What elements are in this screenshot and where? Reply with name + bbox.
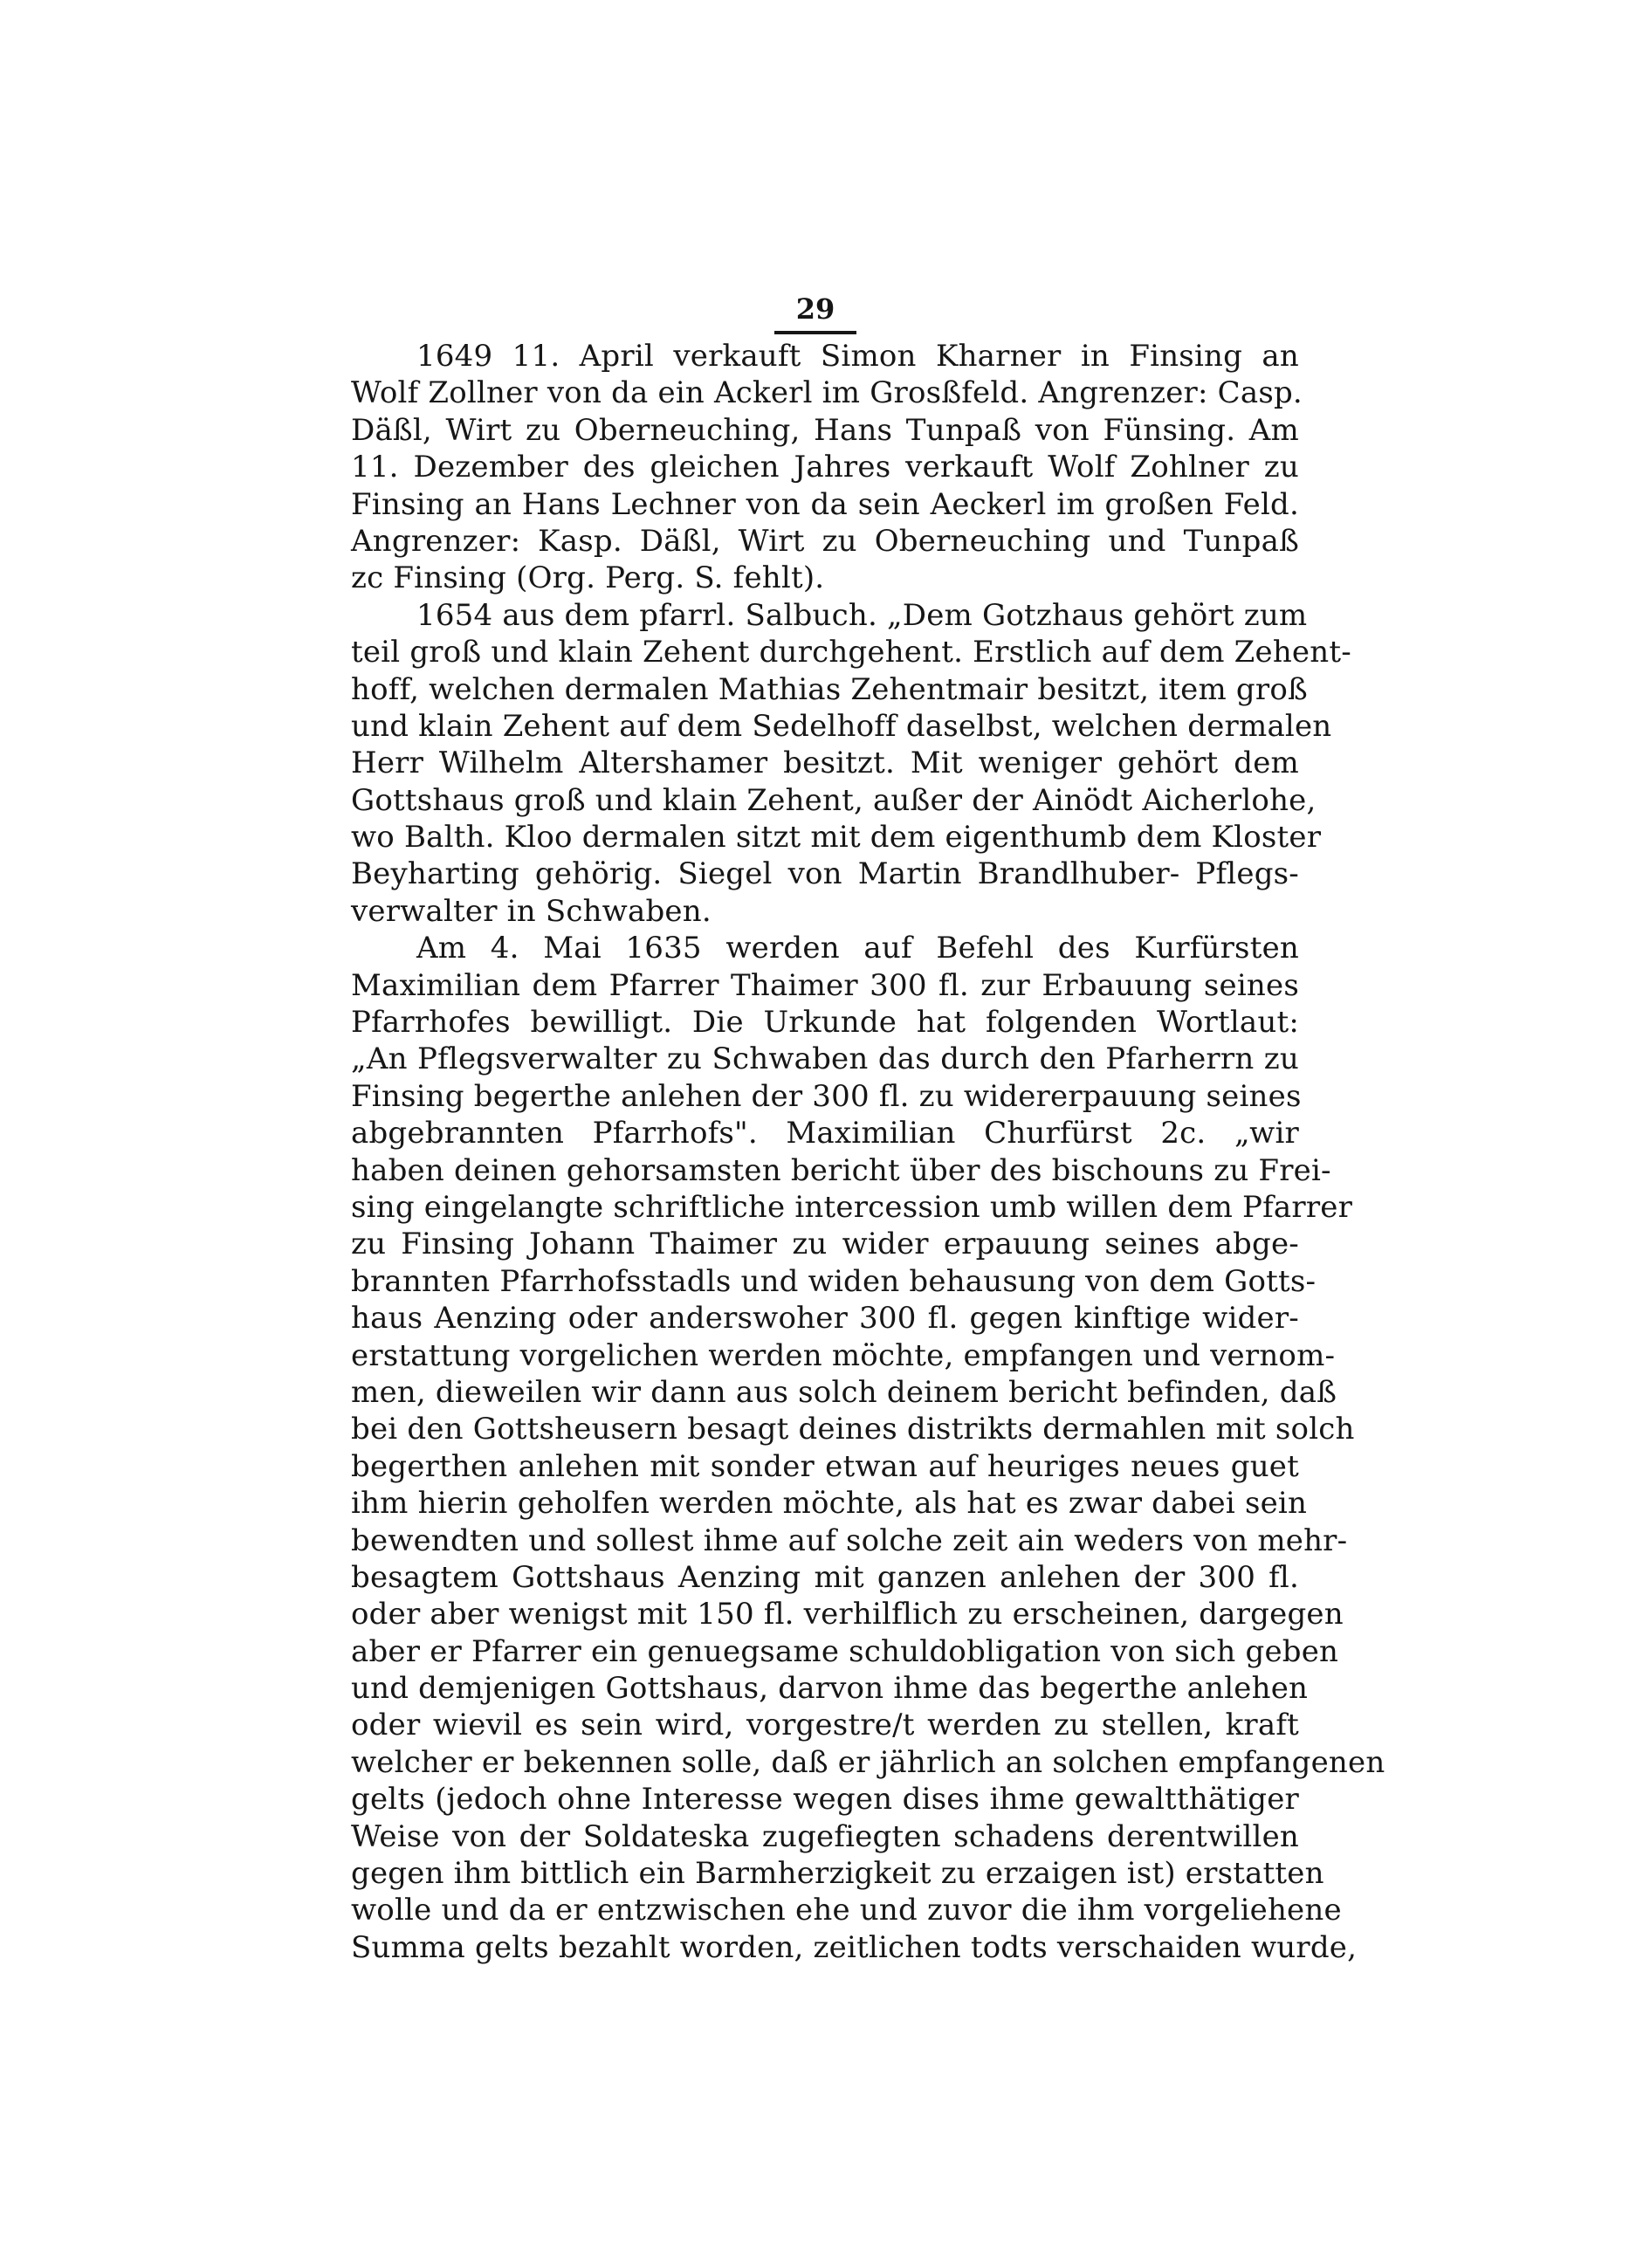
body-text [351,338,1385,1966]
text-line: Pfarrhofes bewilligt. Die Urkunde hat folgenden Wortlaut: [351,1005,1299,1041]
text-line: Gottshaus groß und klain Zehent, außer der Ainödt Aicherlohe, [351,782,1317,818]
text-line: Summa gelts bezahlt worden, zeitlichen todts verschaiden wurde, [351,1929,1358,1965]
paragraph-1635-decree [351,930,1385,1966]
text-line: Finsing begerthe anlehen der 300 fl. zu widererpauung seines [351,1078,1302,1114]
text-line: Maximilian dem Pfarrer Thaimer 300 fl. zur Erbauung seines [351,967,1299,1003]
text-line: hoff, welchen dermalen Mathias Zehentmair besitzt, item groß [351,671,1308,707]
text-line: und demjenigen Gottshaus, darvon ihme das begerthe anlehen [351,1671,1309,1707]
text-line: Finsing an Hans Lechner von da sein Aeckerl im großen Feld. [351,486,1299,522]
text-line: begerthen anlehen mit sonder etwan auf heuriges neues guet [351,1448,1299,1484]
text-line: wolle und da er entzwischen ehe und zuvor die ihm vorgeliehene [351,1893,1342,1928]
text-line: Däßl, Wirt zu Oberneuching, Hans Tunpaß von Fünsing. Am [351,412,1299,448]
text-line: 11. Dezember des gleichen Jahres verkauft Wolf Zohlner zu [351,450,1299,485]
text-line: haben deinen gehorsamsten bericht über des bischouns zu Frei- [351,1152,1331,1188]
text-line: oder wievil es sein wird, vorgestre/t werden zu stellen, kraft [351,1708,1299,1743]
text-line: Angrenzer: Kasp. Däßl, Wirt zu Oberneuching und Tunpaß [351,523,1299,559]
text-line: gegen ihm bittlich ein Barmherzigkeit zu erzaigen ist) erstatten [351,1856,1324,1892]
text-line: 1654 aus dem pfarrl. Salbuch. „Dem Gotzhaus gehört zum [416,597,1308,633]
text-line: haus Aenzing oder anderswoher 300 fl. gegen kinftige wider- [351,1301,1299,1337]
text-line: ihm hierin geholfen werden möchte, als hat es zwar dabei sein [351,1486,1308,1522]
text-line: men, dieweilen wir dann aus solch deinem bericht befinden, daß [351,1374,1337,1410]
text-line: oder aber wenigst mit 150 fl. verhilflich zu erscheinen, dargegen [351,1597,1344,1632]
text-line: aber er Pfarrer ein genuegsame schuldobligation von sich geben [351,1633,1339,1669]
page-number: 29 [795,292,835,326]
text-line: Am 4. Mai 1635 werden auf Befehl des Kurfürsten [416,931,1299,966]
text-line: und klain Zehent auf dem Sedelhoff daselbst, welchen dermalen [351,708,1332,744]
text-line: bewendten und sollest ihme auf solche zeit ain weders von mehr- [351,1522,1348,1558]
text-line: Wolf Zollner von da ein Ackerl im Grosßfeld. Angrenzer: Casp. [351,375,1303,411]
text-line: 1649 11. April verkauft Simon Kharner in Finsing an [416,339,1299,374]
text-line: Beyharting gehörig. Siegel von Martin Brandlhuber- Pflegs- [351,856,1299,892]
text-line: verwalter in Schwaben. [351,893,712,929]
text-line: abgebrannten Pfarrhofs". Maximilian Churfürst 2c. „wir [351,1116,1299,1151]
text-line: zc Finsing (Org. Perg. S. fehlt). [351,560,825,596]
paragraph-1649-sale [351,338,1303,597]
text-line: Herr Wilhelm Altershamer besitzt. Mit weniger gehört dem [351,746,1299,781]
text-line: bei den Gottsheusern besagt deines distrikts dermahlen mit solch [351,1412,1355,1447]
text-line: wo Balth. Kloo dermalen sitzt mit dem eigenthumb dem Kloster [351,820,1322,856]
text-line: besagtem Gottshaus Aenzing mit ganzen anlehen der 300 fl. [351,1559,1299,1595]
text-line: gelts (jedoch ohne Interesse wegen dises ihme gewaltthätiger [351,1782,1299,1818]
text-line: „An Pflegsverwalter zu Schwaben das durch den Pfarherrn zu [351,1041,1299,1077]
text-line: Weise von der Soldateska zugefiegten schadens derentwillen [351,1818,1299,1854]
page-number-rule [774,331,856,334]
text-line: teil groß und klain Zehent durchgehent. Erstlich auf dem Zehent- [351,635,1351,670]
text-line: erstattung vorgelichen werden möchte, empfangen und vernom- [351,1337,1336,1373]
paragraph-1654-salbuch [351,597,1351,931]
text-line: sing eingelangte schriftliche intercession umb willen dem Pfarrer [351,1189,1353,1225]
text-line: zu Finsing Johann Thaimer zu wider erpauung seines abge- [351,1227,1299,1262]
text-line: welcher er bekennen solle, daß er jährlich an solchen empfangenen [351,1744,1385,1780]
text-line: brannten Pfarrhofsstadls und widen behausung von dem Gotts- [351,1263,1317,1299]
